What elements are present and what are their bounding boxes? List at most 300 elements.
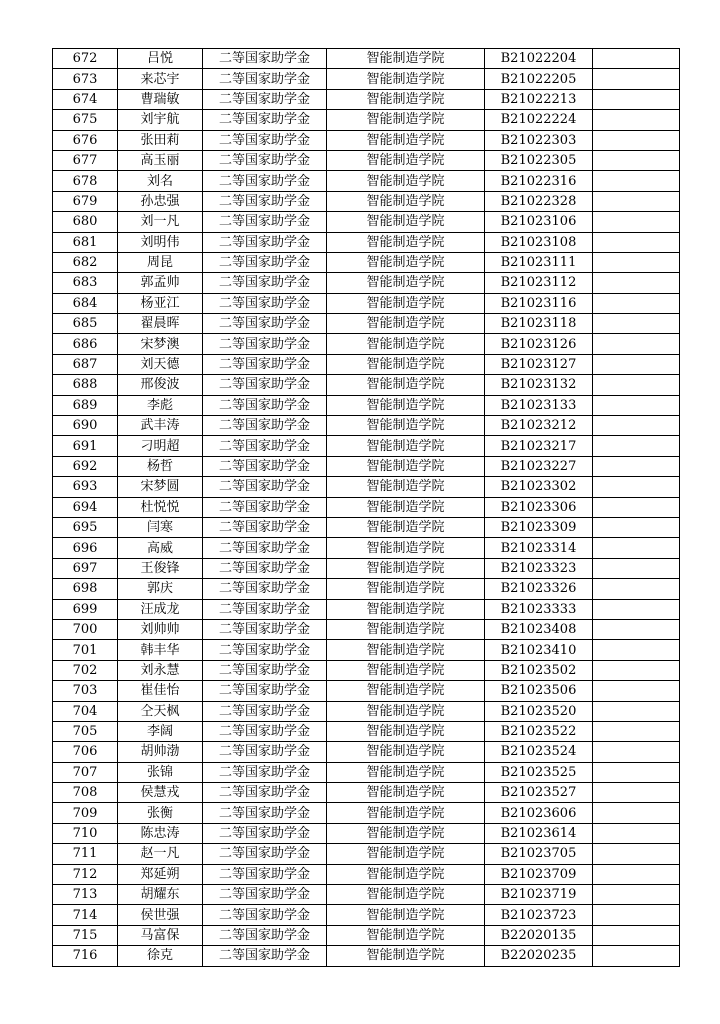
blank-cell [593, 395, 680, 415]
award-level-cell: 二等国家助学金 [203, 69, 327, 89]
index-cell: 672 [53, 49, 118, 69]
table-row [53, 456, 680, 476]
blank-cell [593, 375, 680, 395]
blank-cell [593, 619, 680, 639]
award-level-cell: 二等国家助学金 [203, 191, 327, 211]
index-cell: 700 [53, 619, 118, 639]
table-row [53, 354, 680, 374]
table-row [53, 232, 680, 252]
name-cell: 孙忠强 [118, 191, 203, 211]
award-level-cell: 二等国家助学金 [203, 660, 327, 680]
blank-cell [593, 49, 680, 69]
student-id-cell: B21023108 [485, 232, 593, 252]
award-level-cell: 二等国家助学金 [203, 497, 327, 517]
index-cell: 706 [53, 742, 118, 762]
table-row [53, 721, 680, 741]
student-id-cell: B21023302 [485, 477, 593, 497]
table-row [53, 375, 680, 395]
college-cell: 智能制造学院 [327, 395, 485, 415]
table-row [53, 925, 680, 945]
blank-cell [593, 783, 680, 803]
college-cell: 智能制造学院 [327, 885, 485, 905]
name-cell: 刘天德 [118, 354, 203, 374]
blank-cell [593, 273, 680, 293]
index-cell: 680 [53, 212, 118, 232]
name-cell: 李阔 [118, 721, 203, 741]
college-cell: 智能制造学院 [327, 49, 485, 69]
college-cell: 智能制造学院 [327, 477, 485, 497]
blank-cell [593, 293, 680, 313]
college-cell: 智能制造学院 [327, 232, 485, 252]
table-row [53, 314, 680, 334]
index-cell: 691 [53, 436, 118, 456]
blank-cell [593, 89, 680, 109]
student-id-cell: B21023217 [485, 436, 593, 456]
name-cell: 杜悦悦 [118, 497, 203, 517]
award-level-cell: 二等国家助学金 [203, 558, 327, 578]
student-id-cell: B21023705 [485, 844, 593, 864]
blank-cell [593, 742, 680, 762]
table-row [53, 171, 680, 191]
blank-cell [593, 436, 680, 456]
index-cell: 702 [53, 660, 118, 680]
name-cell: 翟晨晖 [118, 314, 203, 334]
college-cell: 智能制造学院 [327, 212, 485, 232]
college-cell: 智能制造学院 [327, 905, 485, 925]
name-cell: 王俊锋 [118, 558, 203, 578]
college-cell: 智能制造学院 [327, 619, 485, 639]
index-cell: 692 [53, 456, 118, 476]
award-level-cell: 二等国家助学金 [203, 314, 327, 334]
college-cell: 智能制造学院 [327, 823, 485, 843]
blank-cell [593, 681, 680, 701]
table-row [53, 946, 680, 966]
index-cell: 712 [53, 864, 118, 884]
index-cell: 708 [53, 783, 118, 803]
award-level-cell: 二等国家助学金 [203, 721, 327, 741]
name-cell: 张锦 [118, 762, 203, 782]
award-level-cell: 二等国家助学金 [203, 701, 327, 721]
student-id-cell: B22020235 [485, 946, 593, 966]
student-id-cell: B21022213 [485, 89, 593, 109]
college-cell: 智能制造学院 [327, 293, 485, 313]
blank-cell [593, 252, 680, 272]
award-recipients-table [52, 48, 680, 967]
blank-cell [593, 171, 680, 191]
table-row [53, 885, 680, 905]
award-level-cell: 二等国家助学金 [203, 925, 327, 945]
table-row [53, 334, 680, 354]
index-cell: 716 [53, 946, 118, 966]
student-id-cell: B21023614 [485, 823, 593, 843]
table-row [53, 742, 680, 762]
name-cell: 宋梦澳 [118, 334, 203, 354]
student-id-cell: B21022328 [485, 191, 593, 211]
student-id-cell: B21023524 [485, 742, 593, 762]
award-level-cell: 二等国家助学金 [203, 599, 327, 619]
blank-cell [593, 334, 680, 354]
award-level-cell: 二等国家助学金 [203, 273, 327, 293]
blank-cell [593, 579, 680, 599]
table-row [53, 599, 680, 619]
index-cell: 704 [53, 701, 118, 721]
student-id-cell: B21022316 [485, 171, 593, 191]
index-cell: 687 [53, 354, 118, 374]
name-cell: 邢俊波 [118, 375, 203, 395]
blank-cell [593, 150, 680, 170]
index-cell: 711 [53, 844, 118, 864]
table-row [53, 681, 680, 701]
college-cell: 智能制造学院 [327, 925, 485, 945]
index-cell: 674 [53, 89, 118, 109]
index-cell: 710 [53, 823, 118, 843]
award-level-cell: 二等国家助学金 [203, 823, 327, 843]
college-cell: 智能制造学院 [327, 497, 485, 517]
table-row [53, 619, 680, 639]
name-cell: 侯世强 [118, 905, 203, 925]
table-row [53, 905, 680, 925]
name-cell: 刘帅帅 [118, 619, 203, 639]
table-row [53, 49, 680, 69]
award-level-cell: 二等国家助学金 [203, 742, 327, 762]
table-row [53, 701, 680, 721]
student-id-cell: B21022205 [485, 69, 593, 89]
award-level-cell: 二等国家助学金 [203, 293, 327, 313]
table-row [53, 823, 680, 843]
index-cell: 707 [53, 762, 118, 782]
award-level-cell: 二等国家助学金 [203, 416, 327, 436]
table-row [53, 844, 680, 864]
award-level-cell: 二等国家助学金 [203, 375, 327, 395]
college-cell: 智能制造学院 [327, 579, 485, 599]
award-level-cell: 二等国家助学金 [203, 334, 327, 354]
index-cell: 696 [53, 538, 118, 558]
blank-cell [593, 191, 680, 211]
blank-cell [593, 416, 680, 436]
table-row [53, 477, 680, 497]
table-row [53, 293, 680, 313]
blank-cell [593, 517, 680, 537]
award-level-cell: 二等国家助学金 [203, 232, 327, 252]
college-cell: 智能制造学院 [327, 314, 485, 334]
index-cell: 678 [53, 171, 118, 191]
name-cell: 刘名 [118, 171, 203, 191]
blank-cell [593, 477, 680, 497]
student-id-cell: B21023527 [485, 783, 593, 803]
blank-cell [593, 844, 680, 864]
student-id-cell: B21023127 [485, 354, 593, 374]
student-id-cell: B21023323 [485, 558, 593, 578]
award-level-cell: 二等国家助学金 [203, 252, 327, 272]
blank-cell [593, 110, 680, 130]
blank-cell [593, 354, 680, 374]
blank-cell [593, 823, 680, 843]
college-cell: 智能制造学院 [327, 640, 485, 660]
index-cell: 677 [53, 150, 118, 170]
award-level-cell: 二等国家助学金 [203, 905, 327, 925]
student-id-cell: B21022204 [485, 49, 593, 69]
college-cell: 智能制造学院 [327, 273, 485, 293]
college-cell: 智能制造学院 [327, 721, 485, 741]
student-id-cell: B21023112 [485, 273, 593, 293]
blank-cell [593, 925, 680, 945]
name-cell: 刘永慧 [118, 660, 203, 680]
college-cell: 智能制造学院 [327, 538, 485, 558]
index-cell: 685 [53, 314, 118, 334]
index-cell: 709 [53, 803, 118, 823]
award-level-cell: 二等国家助学金 [203, 456, 327, 476]
index-cell: 675 [53, 110, 118, 130]
index-cell: 701 [53, 640, 118, 660]
blank-cell [593, 497, 680, 517]
index-cell: 682 [53, 252, 118, 272]
table-row [53, 558, 680, 578]
name-cell: 高威 [118, 538, 203, 558]
award-level-cell: 二等国家助学金 [203, 803, 327, 823]
student-id-cell: B21023126 [485, 334, 593, 354]
name-cell: 刘一凡 [118, 212, 203, 232]
award-level-cell: 二等国家助学金 [203, 130, 327, 150]
college-cell: 智能制造学院 [327, 599, 485, 619]
name-cell: 武丰涛 [118, 416, 203, 436]
table-row [53, 762, 680, 782]
index-cell: 688 [53, 375, 118, 395]
student-id-cell: B21023132 [485, 375, 593, 395]
award-level-cell: 二等国家助学金 [203, 885, 327, 905]
name-cell: 张衡 [118, 803, 203, 823]
award-level-cell: 二等国家助学金 [203, 354, 327, 374]
award-list-sheet [52, 48, 679, 967]
student-id-cell: B21023506 [485, 681, 593, 701]
blank-cell [593, 721, 680, 741]
table-row [53, 150, 680, 170]
college-cell: 智能制造学院 [327, 456, 485, 476]
award-level-cell: 二等国家助学金 [203, 640, 327, 660]
college-cell: 智能制造学院 [327, 69, 485, 89]
blank-cell [593, 946, 680, 966]
college-cell: 智能制造学院 [327, 150, 485, 170]
name-cell: 仝天枫 [118, 701, 203, 721]
table-row [53, 783, 680, 803]
name-cell: 侯慧戎 [118, 783, 203, 803]
blank-cell [593, 640, 680, 660]
index-cell: 713 [53, 885, 118, 905]
student-id-cell: B21023502 [485, 660, 593, 680]
name-cell: 高玉丽 [118, 150, 203, 170]
college-cell: 智能制造学院 [327, 375, 485, 395]
student-id-cell: B21022303 [485, 130, 593, 150]
college-cell: 智能制造学院 [327, 130, 485, 150]
blank-cell [593, 69, 680, 89]
name-cell: 胡帅渤 [118, 742, 203, 762]
name-cell: 汪成龙 [118, 599, 203, 619]
college-cell: 智能制造学院 [327, 742, 485, 762]
table-row [53, 640, 680, 660]
table-row [53, 89, 680, 109]
name-cell: 陈忠涛 [118, 823, 203, 843]
student-id-cell: B21023408 [485, 619, 593, 639]
table-body [53, 49, 680, 967]
blank-cell [593, 558, 680, 578]
college-cell: 智能制造学院 [327, 803, 485, 823]
student-id-cell: B21022224 [485, 110, 593, 130]
award-level-cell: 二等国家助学金 [203, 579, 327, 599]
blank-cell [593, 701, 680, 721]
table-row [53, 436, 680, 456]
college-cell: 智能制造学院 [327, 517, 485, 537]
award-level-cell: 二等国家助学金 [203, 171, 327, 191]
student-id-cell: B21023525 [485, 762, 593, 782]
blank-cell [593, 885, 680, 905]
award-level-cell: 二等国家助学金 [203, 517, 327, 537]
index-cell: 681 [53, 232, 118, 252]
college-cell: 智能制造学院 [327, 436, 485, 456]
award-level-cell: 二等国家助学金 [203, 538, 327, 558]
award-level-cell: 二等国家助学金 [203, 783, 327, 803]
college-cell: 智能制造学院 [327, 681, 485, 701]
award-level-cell: 二等国家助学金 [203, 864, 327, 884]
blank-cell [593, 456, 680, 476]
blank-cell [593, 232, 680, 252]
student-id-cell: B21023410 [485, 640, 593, 660]
blank-cell [593, 864, 680, 884]
college-cell: 智能制造学院 [327, 660, 485, 680]
student-id-cell: B21023116 [485, 293, 593, 313]
index-cell: 694 [53, 497, 118, 517]
award-level-cell: 二等国家助学金 [203, 762, 327, 782]
name-cell: 吕悦 [118, 49, 203, 69]
index-cell: 715 [53, 925, 118, 945]
student-id-cell: B22020135 [485, 925, 593, 945]
college-cell: 智能制造学院 [327, 558, 485, 578]
name-cell: 韩丰华 [118, 640, 203, 660]
college-cell: 智能制造学院 [327, 844, 485, 864]
student-id-cell: B21023723 [485, 905, 593, 925]
student-id-cell: B21023133 [485, 395, 593, 415]
college-cell: 智能制造学院 [327, 701, 485, 721]
blank-cell [593, 314, 680, 334]
name-cell: 张田莉 [118, 130, 203, 150]
name-cell: 曹瑞敏 [118, 89, 203, 109]
table-row [53, 579, 680, 599]
student-id-cell: B21023106 [485, 212, 593, 232]
award-level-cell: 二等国家助学金 [203, 395, 327, 415]
college-cell: 智能制造学院 [327, 354, 485, 374]
student-id-cell: B21023326 [485, 579, 593, 599]
name-cell: 郭孟帅 [118, 273, 203, 293]
index-cell: 689 [53, 395, 118, 415]
blank-cell [593, 803, 680, 823]
index-cell: 679 [53, 191, 118, 211]
table-row [53, 273, 680, 293]
student-id-cell: B21023333 [485, 599, 593, 619]
table-row [53, 69, 680, 89]
name-cell: 胡耀东 [118, 885, 203, 905]
index-cell: 698 [53, 579, 118, 599]
name-cell: 刁明超 [118, 436, 203, 456]
name-cell: 郭庆 [118, 579, 203, 599]
blank-cell [593, 762, 680, 782]
name-cell: 崔佳怡 [118, 681, 203, 701]
student-id-cell: B21023309 [485, 517, 593, 537]
name-cell: 郑延朔 [118, 864, 203, 884]
table-row [53, 497, 680, 517]
table-row [53, 395, 680, 415]
table-row [53, 803, 680, 823]
student-id-cell: B21023118 [485, 314, 593, 334]
index-cell: 705 [53, 721, 118, 741]
student-id-cell: B21023227 [485, 456, 593, 476]
award-level-cell: 二等国家助学金 [203, 619, 327, 639]
student-id-cell: B21023212 [485, 416, 593, 436]
index-cell: 683 [53, 273, 118, 293]
blank-cell [593, 599, 680, 619]
college-cell: 智能制造学院 [327, 416, 485, 436]
award-level-cell: 二等国家助学金 [203, 436, 327, 456]
student-id-cell: B21023111 [485, 252, 593, 272]
blank-cell [593, 212, 680, 232]
name-cell: 宋梦圆 [118, 477, 203, 497]
college-cell: 智能制造学院 [327, 252, 485, 272]
table-row [53, 212, 680, 232]
college-cell: 智能制造学院 [327, 89, 485, 109]
name-cell: 刘宇航 [118, 110, 203, 130]
student-id-cell: B21023306 [485, 497, 593, 517]
name-cell: 李彪 [118, 395, 203, 415]
student-id-cell: B21023522 [485, 721, 593, 741]
student-id-cell: B21023719 [485, 885, 593, 905]
table-row [53, 191, 680, 211]
college-cell: 智能制造学院 [327, 334, 485, 354]
name-cell: 来芯宇 [118, 69, 203, 89]
index-cell: 699 [53, 599, 118, 619]
index-cell: 693 [53, 477, 118, 497]
name-cell: 周昆 [118, 252, 203, 272]
table-row [53, 517, 680, 537]
blank-cell [593, 538, 680, 558]
name-cell: 杨亚江 [118, 293, 203, 313]
award-level-cell: 二等国家助学金 [203, 89, 327, 109]
table-row [53, 538, 680, 558]
award-level-cell: 二等国家助学金 [203, 946, 327, 966]
award-level-cell: 二等国家助学金 [203, 477, 327, 497]
college-cell: 智能制造学院 [327, 110, 485, 130]
name-cell: 闫寒 [118, 517, 203, 537]
index-cell: 684 [53, 293, 118, 313]
blank-cell [593, 130, 680, 150]
name-cell: 刘明伟 [118, 232, 203, 252]
name-cell: 马富保 [118, 925, 203, 945]
college-cell: 智能制造学院 [327, 171, 485, 191]
college-cell: 智能制造学院 [327, 191, 485, 211]
blank-cell [593, 660, 680, 680]
award-level-cell: 二等国家助学金 [203, 150, 327, 170]
index-cell: 703 [53, 681, 118, 701]
award-level-cell: 二等国家助学金 [203, 844, 327, 864]
table-row [53, 660, 680, 680]
award-level-cell: 二等国家助学金 [203, 49, 327, 69]
index-cell: 714 [53, 905, 118, 925]
index-cell: 673 [53, 69, 118, 89]
college-cell: 智能制造学院 [327, 864, 485, 884]
student-id-cell: B21023314 [485, 538, 593, 558]
name-cell: 杨哲 [118, 456, 203, 476]
index-cell: 690 [53, 416, 118, 436]
student-id-cell: B21023606 [485, 803, 593, 823]
index-cell: 676 [53, 130, 118, 150]
table-row [53, 416, 680, 436]
index-cell: 686 [53, 334, 118, 354]
